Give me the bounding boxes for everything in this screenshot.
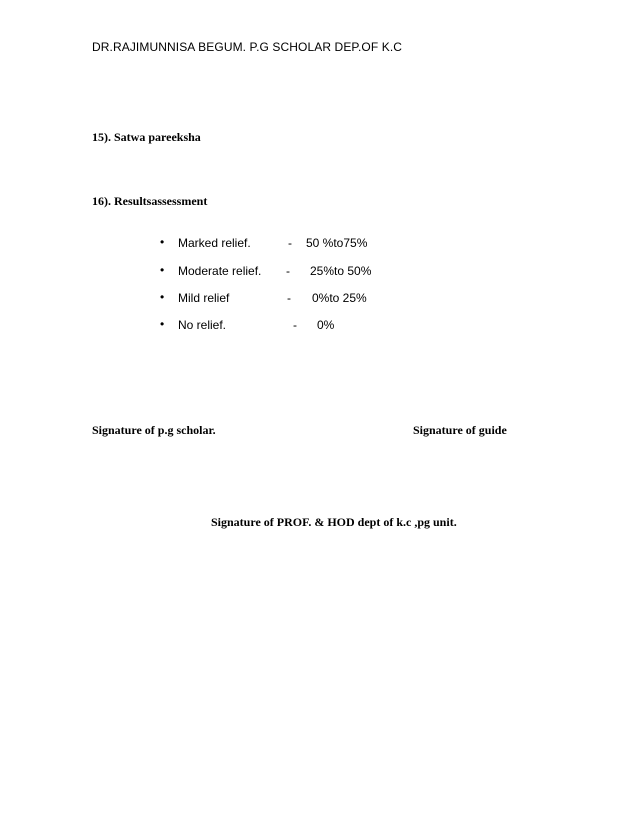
relief-value: 25%to 50% <box>310 264 372 278</box>
relief-label: No relief. <box>178 318 227 332</box>
relief-label: Mild relief <box>178 291 230 305</box>
relief-value: 0%to 25% <box>312 291 367 305</box>
relief-label: Marked relief. <box>178 236 251 250</box>
section-16-title: 16). Resultsassessment <box>92 194 208 208</box>
signature-hod: Signature of PROF. & HOD dept of k.c ,pg unit. <box>211 515 457 529</box>
signature-guide: Signature of guide <box>413 423 507 437</box>
relief-label: Moderate relief. <box>178 264 262 278</box>
bullet-dot-icon: • <box>160 317 165 331</box>
bullet-dot-icon: • <box>160 263 165 277</box>
relief-dash: - <box>286 264 290 278</box>
section-15-title: 15). Satwa pareeksha <box>92 130 201 144</box>
relief-value: 50 %to75% <box>306 236 368 250</box>
relief-dash: - <box>288 236 292 250</box>
relief-dash: - <box>293 318 297 332</box>
relief-dash: - <box>287 291 291 305</box>
bullet-dot-icon: • <box>160 290 165 304</box>
relief-value: 0% <box>317 318 335 332</box>
bullet-dot-icon: • <box>160 235 165 249</box>
page-header: DR.RAJIMUNNISA BEGUM. P.G SCHOLAR DEP.OF K.C <box>92 40 403 54</box>
signature-scholar: Signature of p.g scholar. <box>92 423 216 437</box>
